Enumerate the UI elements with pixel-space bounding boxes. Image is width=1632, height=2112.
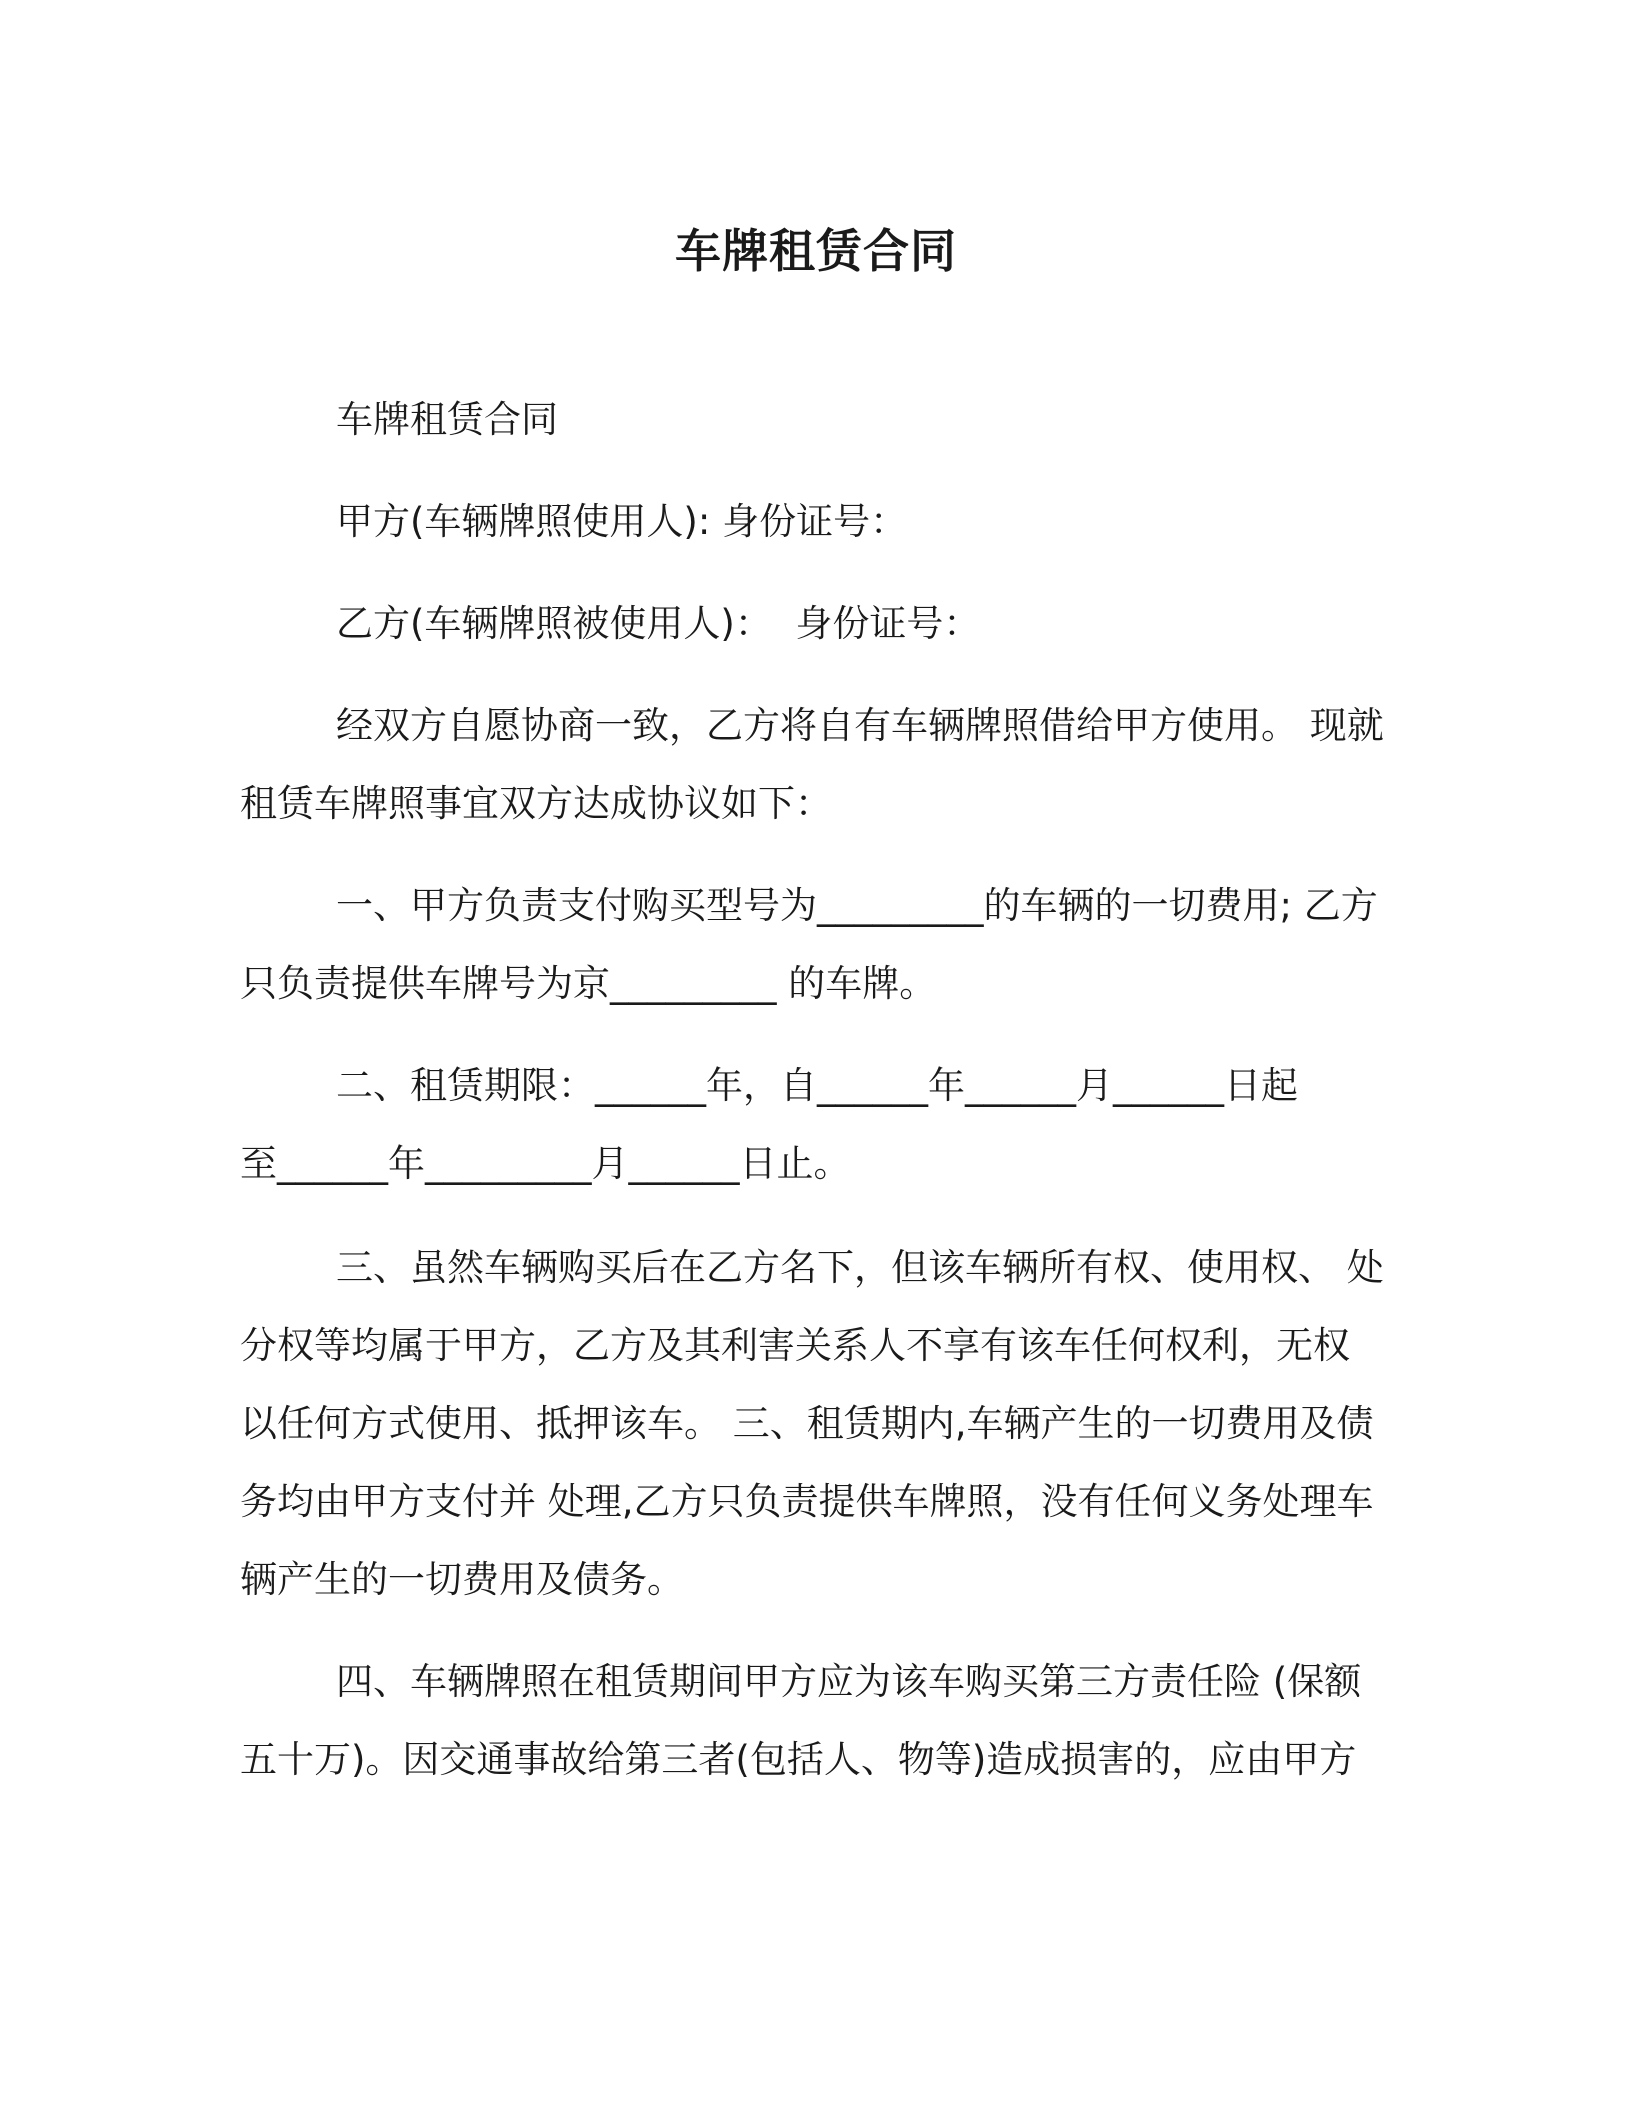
intro-line-1: 经双方自愿协商一致，乙方将自有车辆牌照借给甲方使用。 现就 [336, 704, 1384, 747]
clause-3-line-4: 务均由甲方支付并 处理,乙方只负责提供车牌照，没有任何义务处理车 [240, 1480, 1374, 1523]
clause-1-line-2: 只负责提供车牌号为京_________ 的车牌。 [240, 962, 937, 1005]
clause-3-line-5: 辆产生的一切费用及债务。 [240, 1558, 684, 1601]
clause-3-line-2: 分权等均属于甲方，乙方及其利害关系人不享有该车任何权利，无权 [240, 1324, 1350, 1367]
document-subtitle: 车牌租赁合同 [336, 398, 558, 441]
clause-2-line-1: 二、租赁期限：______年，自______年______月______日起 [336, 1064, 1298, 1107]
clause-4-line-1: 四、车辆牌照在租赁期间甲方应为该车购买第三方责任险 (保额 [336, 1660, 1362, 1703]
document-title: 车牌租赁合同 [675, 224, 957, 278]
party-b-line: 乙方(车辆牌照被使用人)： 身份证号： [336, 602, 981, 645]
clause-3-line-1: 三、虽然车辆购买后在乙方名下，但该车辆所有权、使用权、 处 [336, 1246, 1384, 1289]
clause-3-line-3: 以任何方式使用、抵押该车。 三、租赁期内,车辆产生的一切费用及债 [240, 1402, 1374, 1445]
party-a-line: 甲方(车辆牌照使用人): 身份证号： [336, 500, 908, 543]
intro-line-2: 租赁车牌照事宜双方达成协议如下： [240, 782, 832, 825]
clause-4-line-2: 五十万)。因交通事故给第三者(包括人、物等)造成损害的，应由甲方 [240, 1738, 1357, 1781]
clause-2-line-2: 至______年_________月______日止。 [240, 1142, 851, 1185]
clause-1-line-1: 一、甲方负责支付购买型号为_________的车辆的一切费用; 乙方 [336, 884, 1378, 927]
